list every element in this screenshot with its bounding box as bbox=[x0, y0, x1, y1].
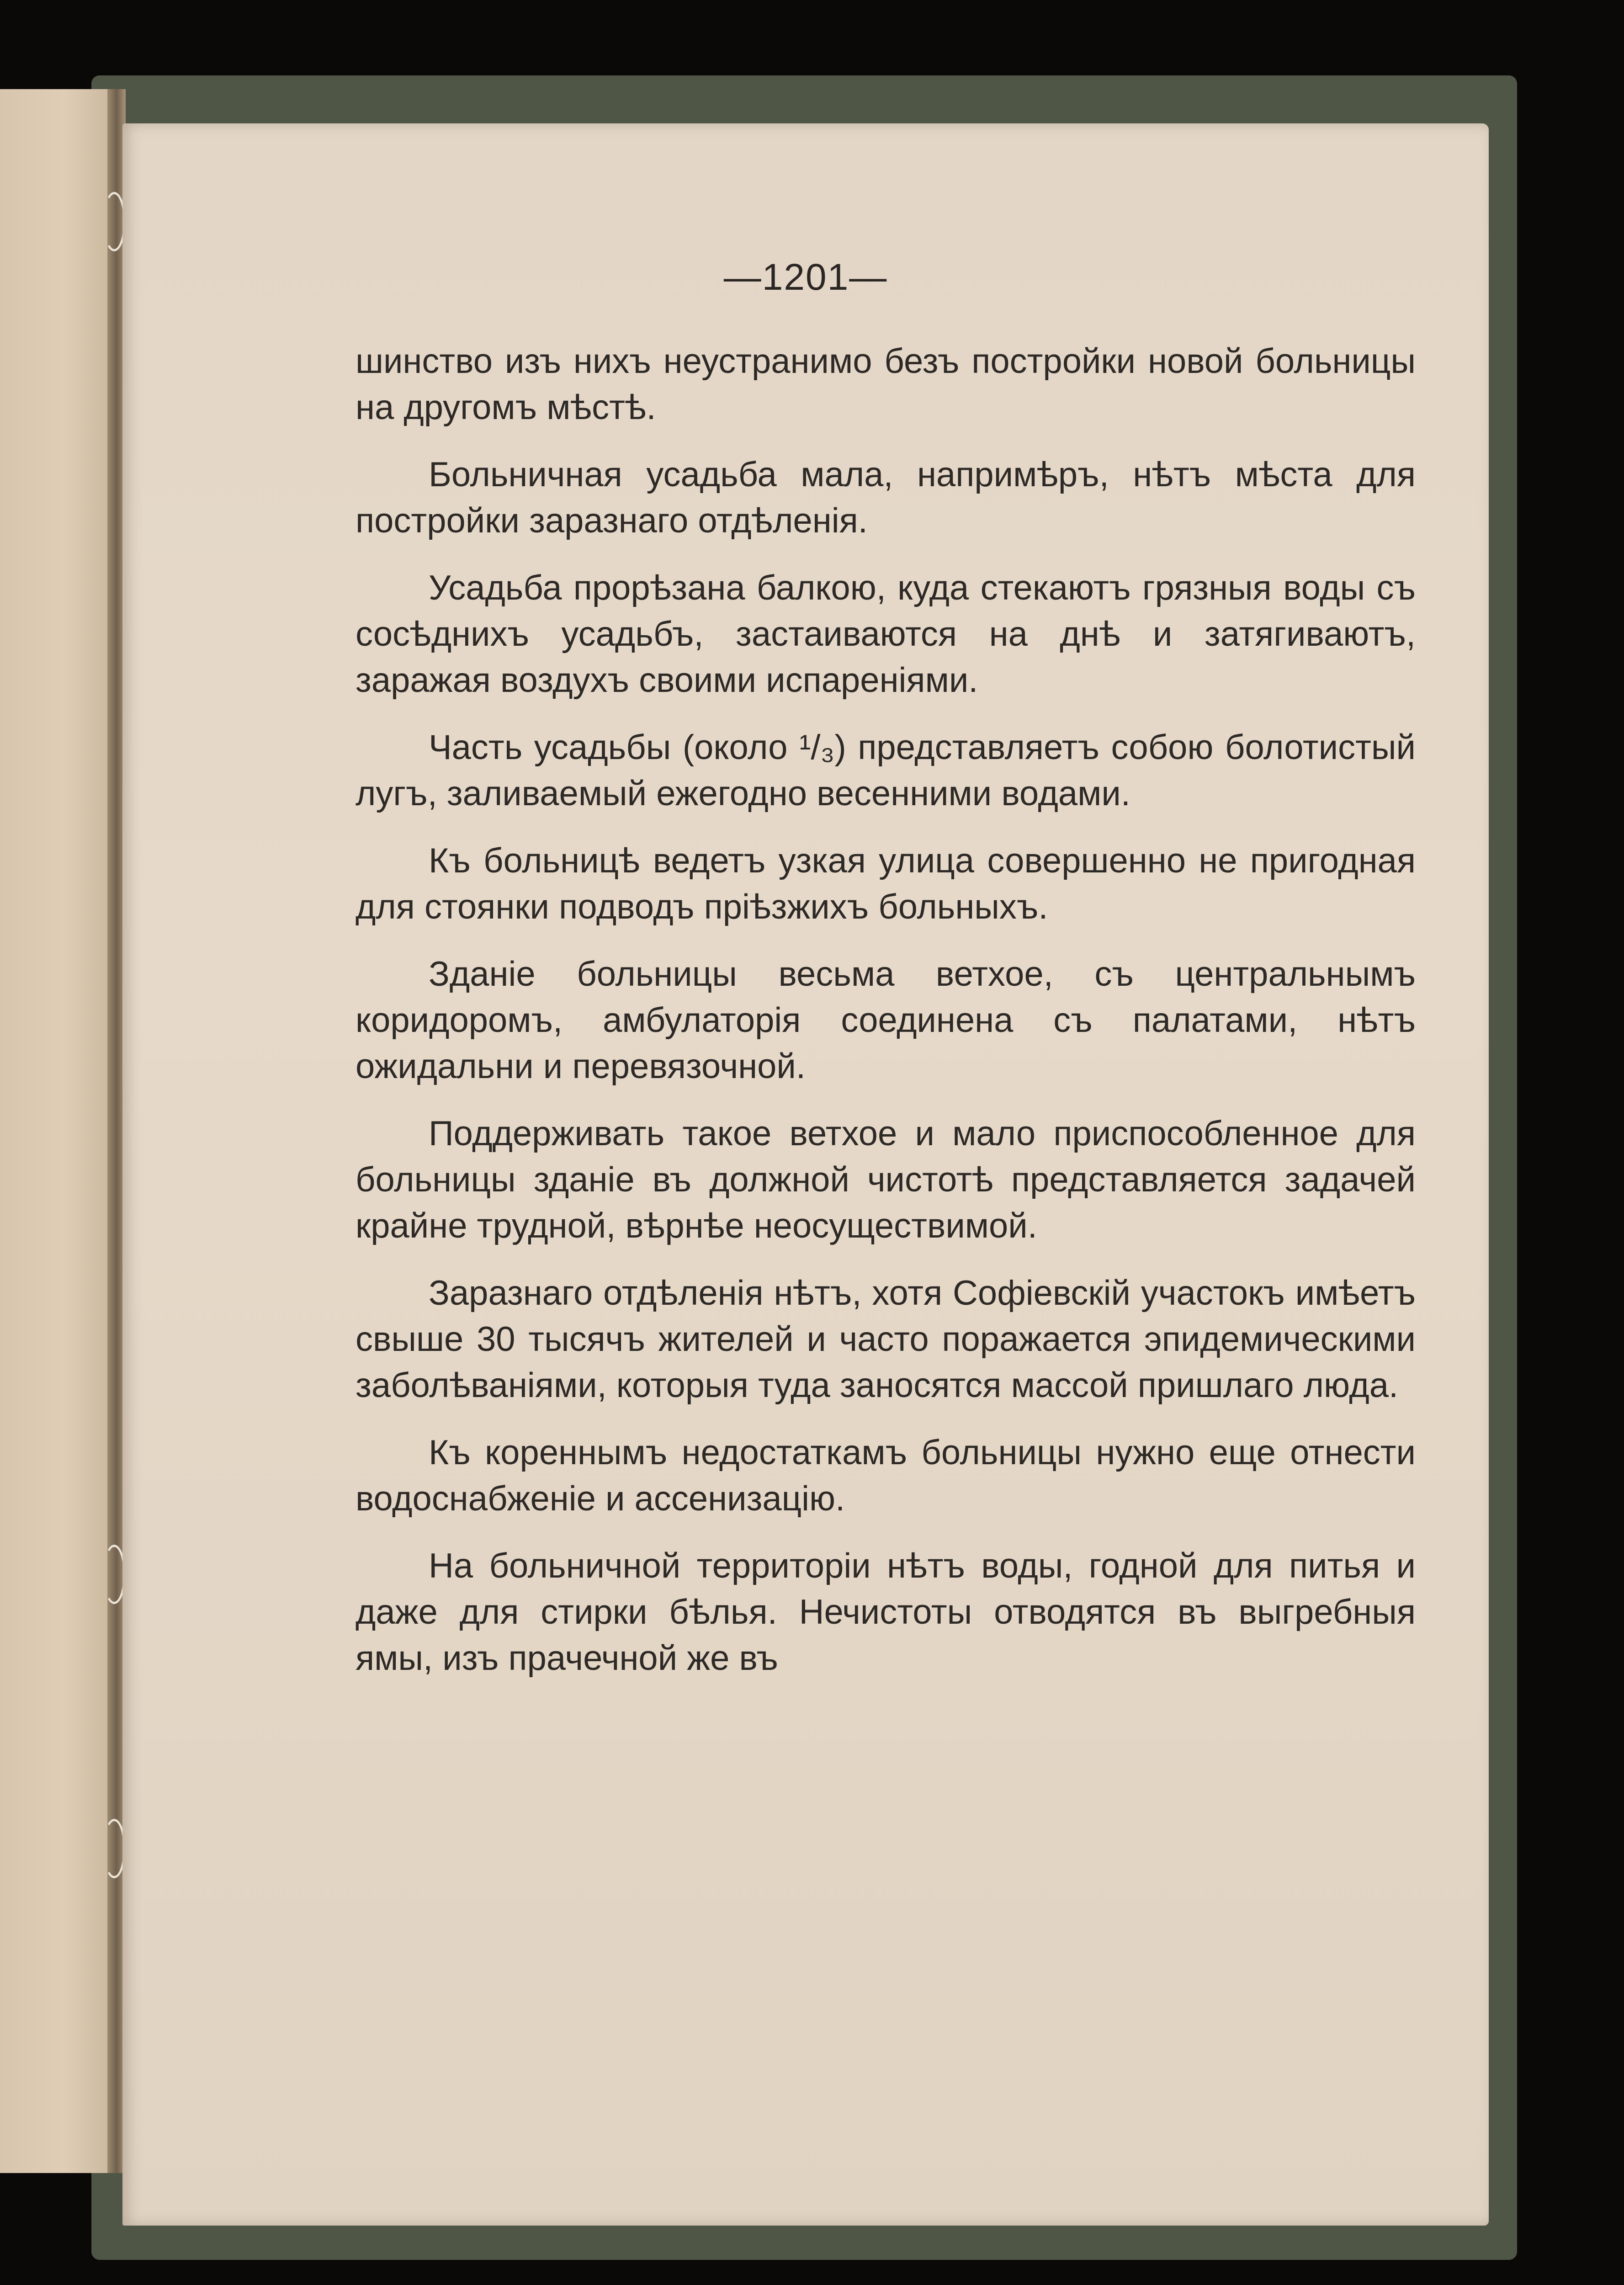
paragraph: Больничная усадьба мала, напримѣръ, нѣтъ мѣста для постройки заразнаго отдѣленія. bbox=[356, 455, 1416, 540]
paragraph: Къ больницѣ ведетъ узкая улица совершенно не пригодная для стоянки подводъ пріѣзжихъ больныхъ. bbox=[356, 841, 1416, 926]
facing-page-edge bbox=[0, 89, 117, 2173]
page-body bbox=[356, 338, 1416, 1702]
page-number: —1201— bbox=[723, 256, 888, 298]
paragraph: Поддерживать такое ветхое и мало приспособленное для больницы зданіе въ должной чистотѣ представляется задачей крайне трудной, вѣрнѣе неосуществимой. bbox=[356, 1114, 1416, 1245]
paragraph: Часть усадьбы (около ¹/₃) представляетъ собою болотистый лугъ, заливаемый ежегодно весенними водами. bbox=[356, 728, 1416, 813]
paragraph: Усадьба прорѣзана балкою, куда стекаютъ грязныя воды съ сосѣднихъ усадьбъ, застаиваются на днѣ и затягиваютъ, заражая воздухъ своими испареніями. bbox=[356, 569, 1416, 700]
paragraph: На больничной территоріи нѣтъ воды, годной для питья и даже для стирки бѣлья. Нечистоты отводятся въ выгребныя ямы, изъ прачечной же въ bbox=[356, 1546, 1416, 1678]
paragraph: Заразнаго отдѣленія нѣтъ, хотя Софіевскій участокъ имѣетъ свыше 30 тысячъ жителей и часто поражается эпидемическими заболѣваніями, которыя туда заносятся массой пришлаго люда. bbox=[356, 1274, 1416, 1405]
paragraph: Зданіе больницы весьма ветхое, съ центральнымъ коридоромъ, амбулаторія соединена съ палатами, нѣтъ ожидальни и перевязочной. bbox=[356, 955, 1416, 1086]
paragraph: шинство изъ нихъ неустранимо безъ постройки новой больницы на другомъ мѣстѣ. bbox=[356, 342, 1416, 427]
paragraph: Къ кореннымъ недостаткамъ больницы нужно еще отнести водоснабженіе и ассенизацію. bbox=[356, 1433, 1416, 1518]
book-page bbox=[122, 123, 1489, 2226]
